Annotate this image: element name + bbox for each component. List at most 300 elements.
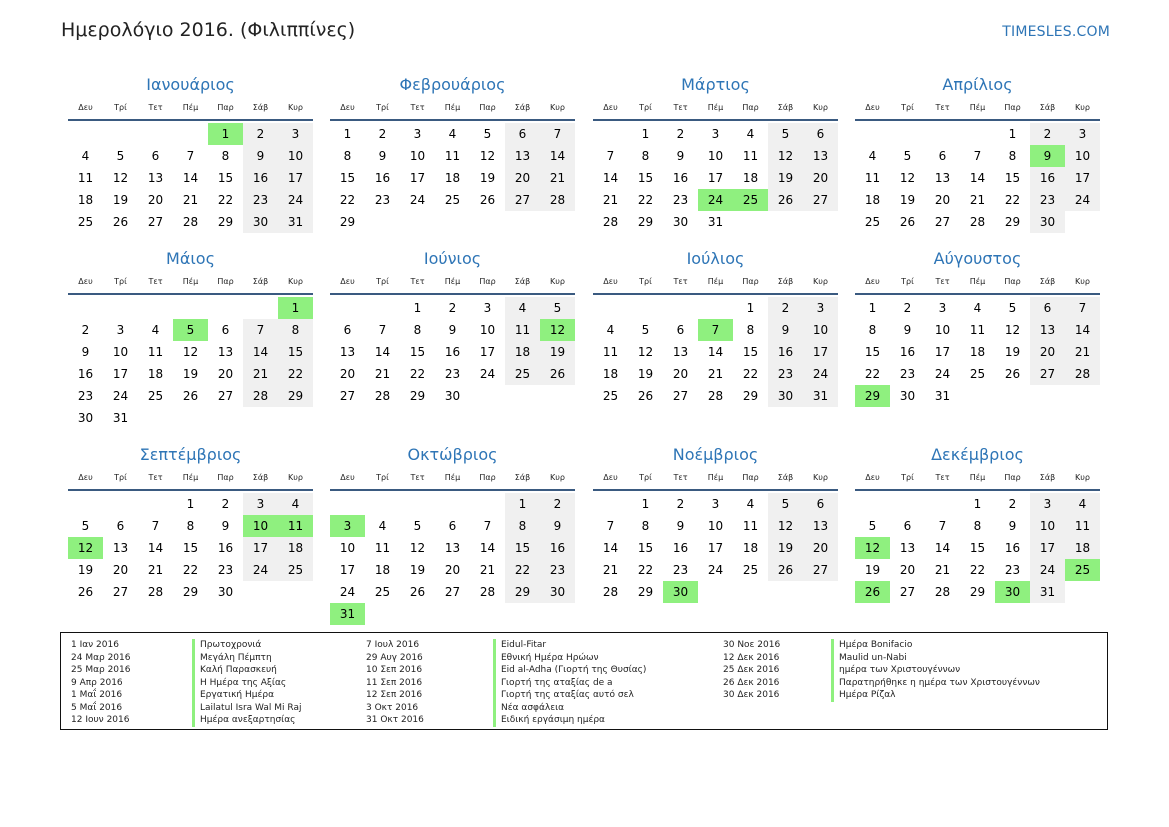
day-cell: 24 [409, 193, 426, 207]
month-name: Απρίλιος [942, 75, 1013, 94]
weekend-day-cell: 13 [1030, 319, 1065, 341]
weekend-day-cell: 24 [278, 189, 313, 211]
day-cell: 17 [339, 563, 356, 577]
day-cell: 25 [374, 585, 391, 599]
holiday-day-cell: 7 [698, 319, 733, 341]
weekday-header [330, 465, 575, 491]
weekend-day-cell: 10 [278, 145, 313, 167]
empty-day-cell [208, 407, 243, 429]
day-cell: 25 [77, 215, 94, 229]
day-cell: 20 [444, 563, 461, 577]
weekend-day-cell: 3 [278, 123, 313, 145]
day-cell: 30 [899, 389, 916, 403]
weekday-label: Παρ [217, 102, 234, 112]
weekday-label: Πέμ [707, 102, 724, 112]
weekday-label: Τρί [114, 472, 127, 482]
day-cell: 29 [637, 215, 654, 229]
page-title: Ημερολόγιο 2016. (Φιλιππίνες) [61, 19, 356, 41]
week-row [855, 537, 1100, 559]
empty-day-cell [768, 581, 803, 603]
day-cell: 29 [182, 585, 199, 599]
day-cell: 14 [934, 541, 951, 555]
day-cell: 31 [707, 215, 724, 229]
legend-holiday-name: Eidul-Fitar [493, 639, 646, 652]
month-calendar [855, 445, 1100, 603]
legend-date: 24 Μαρ 2016 [71, 652, 131, 663]
day-cell: 27 [444, 585, 461, 599]
week-row [855, 341, 1100, 363]
weekday-label: Δευ [603, 472, 618, 482]
empty-day-cell [208, 297, 243, 319]
weekday-label: Πέμ [444, 102, 461, 112]
weekday-label: Κυρ [1075, 276, 1090, 286]
week-row [330, 385, 575, 407]
weekday-label: Τρί [114, 102, 127, 112]
weekend-day-cell: 10 [803, 319, 838, 341]
day-cell: 15 [409, 345, 426, 359]
day-cell: 21 [602, 193, 619, 207]
legend-date: 29 Αυγ 2016 [366, 652, 423, 663]
week-row [855, 363, 1100, 385]
day-cell: 8 [1008, 149, 1017, 163]
legend-date: 11 Σεπ 2016 [366, 677, 423, 688]
weekend-day-cell: 27 [505, 189, 540, 211]
day-cell: 26 [479, 193, 496, 207]
weekend-day-cell: 21 [243, 363, 278, 385]
week-row [593, 363, 838, 385]
legend-date: 30 Νοε 2016 [723, 640, 781, 650]
week-row [68, 341, 313, 363]
day-cell: 10 [112, 345, 129, 359]
week-row [330, 211, 575, 233]
legend-date: 9 Απρ 2016 [71, 677, 123, 688]
weekday-label: Δευ [340, 472, 355, 482]
site-link[interactable]: TIMESLES.COM [1002, 24, 1110, 40]
weekend-day-cell: 28 [540, 189, 575, 211]
day-cell: 15 [182, 541, 199, 555]
day-cell: 19 [479, 171, 496, 185]
legend-holiday-name: Ημέρα Bonifacio [831, 639, 1040, 652]
weekday-label: Σάβ [777, 276, 794, 286]
week-row [855, 145, 1100, 167]
weekend-day-cell: 10 [1030, 515, 1065, 537]
weekday-label: Δευ [78, 102, 93, 112]
weekday-label: Τετ [935, 472, 950, 482]
day-cell: 23 [672, 193, 689, 207]
weekday-label: Τρί [376, 472, 389, 482]
day-cell: 4 [606, 323, 615, 337]
weekday-label: Πέμ [182, 276, 199, 286]
day-cell: 2 [81, 323, 90, 337]
weekday-header [855, 269, 1100, 295]
empty-day-cell [330, 493, 365, 515]
weekday-label: Σάβ [1039, 472, 1056, 482]
month-name: Φεβρουάριος [399, 75, 506, 94]
weekend-day-cell: 23 [540, 559, 575, 581]
day-cell: 21 [479, 563, 496, 577]
day-cell: 20 [934, 193, 951, 207]
empty-day-cell [803, 581, 838, 603]
day-cell: 4 [973, 301, 982, 315]
weekend-day-cell: 24 [243, 559, 278, 581]
day-cell: 7 [606, 149, 615, 163]
day-cell: 14 [602, 171, 619, 185]
empty-day-cell [505, 385, 540, 407]
month-name: Ιανουάριος [146, 75, 235, 94]
day-cell: 10 [339, 541, 356, 555]
weekend-day-cell: 27 [803, 559, 838, 581]
week-row [593, 211, 838, 233]
week-row [330, 559, 575, 581]
day-cell: 13 [147, 171, 164, 185]
day-cell: 25 [969, 367, 986, 381]
weekend-day-cell: 9 [768, 319, 803, 341]
empty-day-cell [243, 407, 278, 429]
day-cell: 24 [339, 585, 356, 599]
day-cell: 8 [221, 149, 230, 163]
weekday-label: Δευ [340, 276, 355, 286]
empty-day-cell [138, 123, 173, 145]
weekday-header [68, 465, 313, 491]
week-row [330, 363, 575, 385]
day-cell: 28 [182, 215, 199, 229]
day-cell: 26 [637, 389, 654, 403]
day-cell: 5 [483, 127, 492, 141]
day-cell: 13 [217, 345, 234, 359]
day-cell: 19 [112, 193, 129, 207]
weekday-label: Πέμ [707, 472, 724, 482]
day-cell: 10 [707, 149, 724, 163]
day-cell: 23 [374, 193, 391, 207]
day-cell: 29 [969, 585, 986, 599]
day-cell: 12 [409, 541, 426, 555]
weekend-day-cell: 19 [768, 167, 803, 189]
weekend-day-cell: 3 [1030, 493, 1065, 515]
weekend-day-cell: 22 [278, 363, 313, 385]
day-cell: 7 [151, 519, 160, 533]
weekend-day-cell: 24 [803, 363, 838, 385]
day-cell: 5 [1008, 301, 1017, 315]
day-cell: 16 [1004, 541, 1021, 555]
day-cell: 11 [742, 519, 759, 533]
day-cell: 29 [339, 215, 356, 229]
day-cell: 1 [413, 301, 422, 315]
day-cell: 12 [112, 171, 129, 185]
month-name: Μάρτιος [681, 75, 750, 94]
weekend-day-cell: 12 [768, 145, 803, 167]
day-cell: 31 [934, 389, 951, 403]
weekend-day-cell: 26 [768, 559, 803, 581]
legend-date: 12 Ιουν 2016 [71, 715, 130, 725]
holiday-day-cell: 30 [995, 581, 1030, 603]
holiday-day-cell: 29 [855, 385, 890, 407]
legend-holiday-name: Καλή Παρασκευή [192, 664, 301, 677]
week-row [330, 319, 575, 341]
holiday-day-cell: 11 [278, 515, 313, 537]
week-row [68, 167, 313, 189]
month-calendar [855, 75, 1100, 233]
legend-holiday-name: Εθνική Ημέρα Ηρώων [493, 652, 646, 665]
weekend-day-cell: 13 [803, 145, 838, 167]
day-cell: 25 [602, 389, 619, 403]
weekend-day-cell: 25 [278, 559, 313, 581]
empty-day-cell [505, 603, 540, 625]
day-cell: 13 [934, 171, 951, 185]
day-cell: 22 [864, 367, 881, 381]
empty-day-cell [103, 297, 138, 319]
day-cell: 18 [374, 563, 391, 577]
day-cell: 29 [637, 585, 654, 599]
day-cell: 6 [221, 323, 230, 337]
day-cell: 11 [147, 345, 164, 359]
month-name: Ιούλιος [686, 249, 745, 268]
weekend-day-cell: 14 [540, 145, 575, 167]
empty-day-cell [103, 493, 138, 515]
weekend-day-cell: 6 [1030, 297, 1065, 319]
day-cell: 1 [1008, 127, 1017, 141]
week-row [330, 515, 575, 537]
week-row [330, 493, 575, 515]
weekend-day-cell: 7 [243, 319, 278, 341]
empty-day-cell [470, 385, 505, 407]
empty-day-cell [365, 211, 400, 233]
day-cell: 20 [112, 563, 129, 577]
legend-holiday-name: Η Ημέρα της Αξίας [192, 677, 301, 690]
weekend-day-cell: 11 [505, 319, 540, 341]
day-cell: 18 [602, 367, 619, 381]
weekend-day-cell: 30 [1030, 211, 1065, 233]
day-cell: 27 [147, 215, 164, 229]
day-cell: 23 [217, 563, 234, 577]
empty-day-cell [540, 603, 575, 625]
day-cell: 11 [602, 345, 619, 359]
day-cell: 21 [934, 563, 951, 577]
day-cell: 1 [186, 497, 195, 511]
day-cell: 8 [868, 323, 877, 337]
weekday-label: Κυρ [813, 102, 828, 112]
empty-day-cell [435, 603, 470, 625]
day-cell: 14 [479, 541, 496, 555]
weekday-label: Τρί [901, 102, 914, 112]
weekday-header [68, 95, 313, 121]
legend-dates-col-1 [71, 639, 131, 727]
day-cell: 28 [147, 585, 164, 599]
empty-day-cell [173, 297, 208, 319]
weekday-header [593, 269, 838, 295]
week-row [855, 515, 1100, 537]
day-cell: 12 [1004, 323, 1021, 337]
weekend-day-cell: 18 [278, 537, 313, 559]
day-cell: 8 [641, 149, 650, 163]
day-cell: 26 [182, 389, 199, 403]
week-row [593, 123, 838, 145]
day-cell: 6 [116, 519, 125, 533]
day-cell: 26 [77, 585, 94, 599]
weekend-day-cell: 31 [278, 211, 313, 233]
empty-day-cell [698, 581, 733, 603]
day-cell: 11 [742, 149, 759, 163]
weekday-label: Σάβ [777, 472, 794, 482]
day-cell: 24 [934, 367, 951, 381]
month-name: Ιούνιος [423, 249, 482, 268]
weekday-label: Τετ [410, 276, 425, 286]
legend-holiday-name: Γιορτή της αταξίας αυτό σελ [493, 689, 646, 702]
weekday-label: Κυρ [550, 102, 565, 112]
day-cell: 7 [186, 149, 195, 163]
day-cell: 26 [1004, 367, 1021, 381]
legend-date: 5 Μαΐ 2016 [71, 702, 123, 713]
week-row [855, 385, 1100, 407]
empty-day-cell [925, 123, 960, 145]
day-cell: 3 [116, 323, 125, 337]
weekend-day-cell: 5 [540, 297, 575, 319]
weekday-header [593, 465, 838, 491]
day-cell: 23 [444, 367, 461, 381]
holiday-day-cell: 5 [173, 319, 208, 341]
month-calendar [68, 75, 313, 233]
empty-day-cell [1030, 385, 1065, 407]
day-cell: 8 [746, 323, 755, 337]
day-cell: 13 [339, 345, 356, 359]
day-cell: 6 [938, 149, 947, 163]
day-cell: 13 [444, 541, 461, 555]
month-name: Αύγουστος [933, 249, 1022, 268]
day-cell: 1 [641, 497, 650, 511]
weekday-label: Τετ [410, 472, 425, 482]
day-cell: 15 [742, 345, 759, 359]
day-cell: 22 [1004, 193, 1021, 207]
day-cell: 9 [378, 149, 387, 163]
day-cell: 22 [969, 563, 986, 577]
weekend-day-cell: 7 [1065, 297, 1100, 319]
weekend-day-cell: 20 [803, 167, 838, 189]
legend-holiday-name: Γιορτή της αταξίας de a [493, 677, 646, 690]
weekday-label: Παρ [479, 102, 496, 112]
day-cell: 23 [1004, 563, 1021, 577]
weekday-label: Σάβ [514, 472, 531, 482]
day-cell: 14 [602, 541, 619, 555]
day-cell: 17 [707, 541, 724, 555]
week-row [68, 211, 313, 233]
empty-day-cell [68, 297, 103, 319]
month-calendar [68, 249, 313, 429]
day-cell: 9 [903, 323, 912, 337]
day-cell: 16 [374, 171, 391, 185]
day-cell: 9 [221, 519, 230, 533]
legend-date: 12 Δεκ 2016 [723, 652, 780, 663]
empty-day-cell [173, 407, 208, 429]
weekday-label: Τρί [639, 102, 652, 112]
day-cell: 8 [343, 149, 352, 163]
day-cell: 15 [339, 171, 356, 185]
day-cell: 26 [112, 215, 129, 229]
day-cell: 28 [707, 389, 724, 403]
day-cell: 27 [112, 585, 129, 599]
week-row [593, 515, 838, 537]
week-row [68, 385, 313, 407]
day-cell: 3 [711, 127, 720, 141]
empty-day-cell [435, 493, 470, 515]
day-cell: 26 [899, 215, 916, 229]
weekend-day-cell: 15 [505, 537, 540, 559]
empty-day-cell [540, 211, 575, 233]
week-row [593, 559, 838, 581]
weekday-label: Τετ [148, 276, 163, 286]
week-row [855, 189, 1100, 211]
day-cell: 16 [899, 345, 916, 359]
weekend-day-cell: 26 [768, 189, 803, 211]
empty-day-cell [470, 603, 505, 625]
weekend-day-cell: 24 [1030, 559, 1065, 581]
weekday-label: Τρί [376, 102, 389, 112]
day-cell: 28 [934, 585, 951, 599]
day-cell: 15 [1004, 171, 1021, 185]
weekday-header [593, 95, 838, 121]
day-cell: 19 [864, 563, 881, 577]
legend-holiday-name: Lailatul Isra Wal Mi Raj [192, 702, 301, 715]
day-cell: 3 [938, 301, 947, 315]
day-cell: 11 [374, 541, 391, 555]
weekday-label: Τετ [673, 102, 688, 112]
day-cell: 9 [676, 519, 685, 533]
day-cell: 27 [339, 389, 356, 403]
day-cell: 29 [409, 389, 426, 403]
weekday-label: Τρί [901, 472, 914, 482]
day-cell: 15 [217, 171, 234, 185]
weekend-day-cell: 17 [1030, 537, 1065, 559]
weekday-label: Σάβ [252, 276, 269, 286]
day-cell: 12 [182, 345, 199, 359]
weekday-label: Πέμ [969, 102, 986, 112]
day-cell: 7 [938, 519, 947, 533]
weekend-day-cell: 30 [243, 211, 278, 233]
legend-holiday-name: Παρατηρήθηκε η ημέρα των Χριστουγέννων [831, 677, 1040, 690]
weekend-day-cell: 23 [1030, 189, 1065, 211]
week-row [68, 145, 313, 167]
weekday-label: Πέμ [444, 276, 461, 286]
week-row [855, 297, 1100, 319]
empty-day-cell [593, 297, 628, 319]
legend-names-col-1 [192, 639, 301, 727]
week-row [593, 385, 838, 407]
day-cell: 21 [374, 367, 391, 381]
day-cell: 29 [1004, 215, 1021, 229]
day-cell: 13 [672, 345, 689, 359]
day-cell: 16 [444, 345, 461, 359]
day-cell: 18 [742, 541, 759, 555]
weekday-label: Παρ [742, 102, 759, 112]
day-cell: 7 [378, 323, 387, 337]
week-row [68, 407, 313, 429]
weekend-day-cell: 7 [540, 123, 575, 145]
day-cell: 12 [899, 171, 916, 185]
weekend-day-cell: 29 [278, 385, 313, 407]
weekday-label: Παρ [1004, 102, 1021, 112]
day-cell: 22 [182, 563, 199, 577]
weekday-label: Κυρ [550, 276, 565, 286]
legend-dates-col-3 [723, 639, 780, 702]
weekday-label: Τετ [148, 102, 163, 112]
weekend-day-cell: 14 [243, 341, 278, 363]
empty-day-cell [103, 123, 138, 145]
holiday-day-cell: 1 [278, 297, 313, 319]
month-calendar [330, 445, 575, 625]
month-calendar [593, 445, 838, 603]
day-cell: 4 [378, 519, 387, 533]
day-cell: 29 [217, 215, 234, 229]
day-cell: 2 [1008, 497, 1017, 511]
weekend-day-cell: 20 [1030, 341, 1065, 363]
